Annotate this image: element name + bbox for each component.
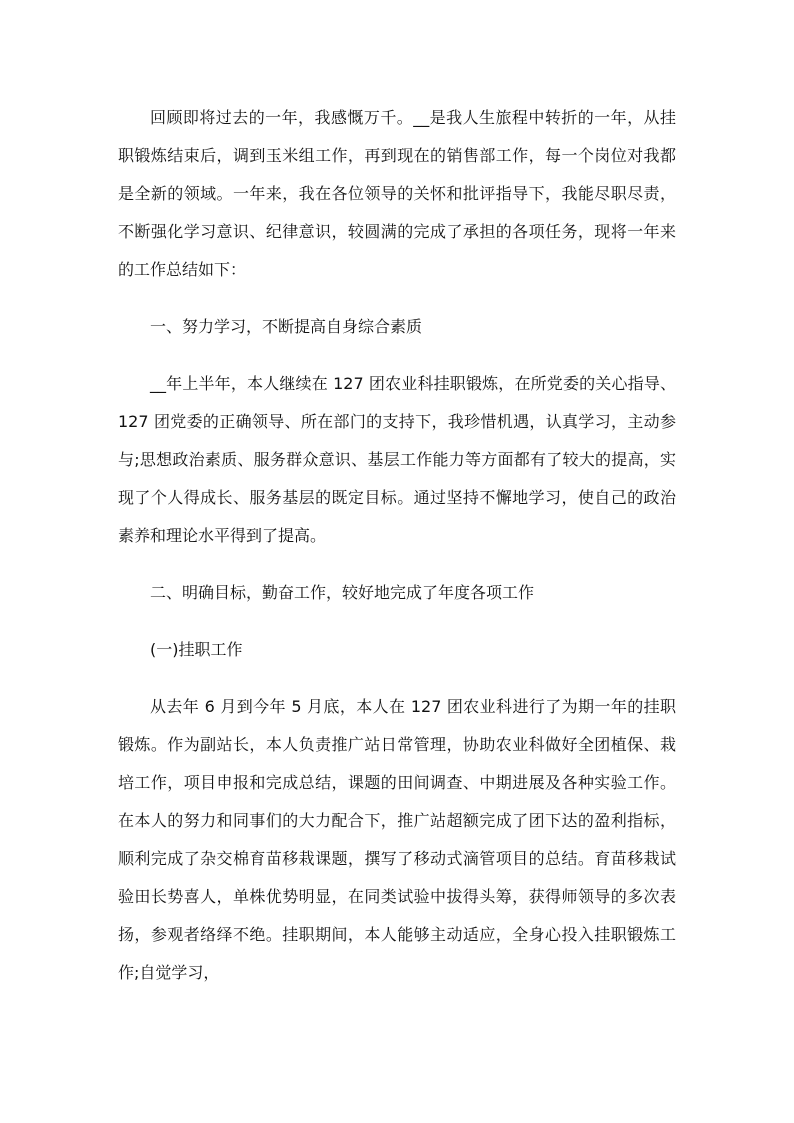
subsection-heading-attachment: (一)挂职工作	[150, 640, 243, 659]
study-paragraph: __年上半年，本人继续在 127 团农业科挂职锻炼，在所党委的关心指导、127 团党委的正确领导、所在部门的支持下，我珍惜机遇，认真学习，主动参与;思想政治素质、服务群众意识、基层工作能力等方面都有了较大的提高，实现了个人得成长、服务基层的既定目标。通过坚持不懈地学习，使自己的政治素养和理论水平得到了提高。	[118, 374, 676, 545]
section-heading-study: 一、努力学习，不断提高自身综合素质	[150, 317, 423, 336]
document-body	[118, 99, 676, 992]
attachment-paragraph: 从去年 6 月到今年 5 月底，本人在 127 团农业科进行了为期一年的挂职锻炼。作为副站长，本人负责推广站日常管理，协助农业科做好全团植保、栽培工作，项目申报和完成总结，课题的田间调查、中期进展及各种实验工作。在本人的努力和同事们的大力配合下，推广站超额完成了团下达的盈利指标，顺利完成了杂交棉育苗移栽课题，撰写了移动式滴管项目的总结。育苗移栽试验田长势喜人，单株优势明显，在同类试验中拔得头筹，获得师领导的多次表扬，参观者络绎不绝。挂职期间，本人能够主动适应，全身心投入挂职锻炼工作;自觉学习，	[118, 697, 676, 982]
intro-paragraph: 回顾即将过去的一年，我感慨万千。__是我人生旅程中转折的一年，从挂职锻炼结束后，调到玉米组工作，再到现在的销售部工作，每一个岗位对我都是全新的领域。一年来，我在各位领导的关怀和批评指导下，我能尽职尽责，不断强化学习意识、纪律意识，较圆满的完成了承担的各项任务，现将一年来的工作总结如下：	[118, 108, 676, 279]
section-heading-goals: 二、明确目标，勤奋工作，较好地完成了年度各项工作	[150, 583, 535, 602]
